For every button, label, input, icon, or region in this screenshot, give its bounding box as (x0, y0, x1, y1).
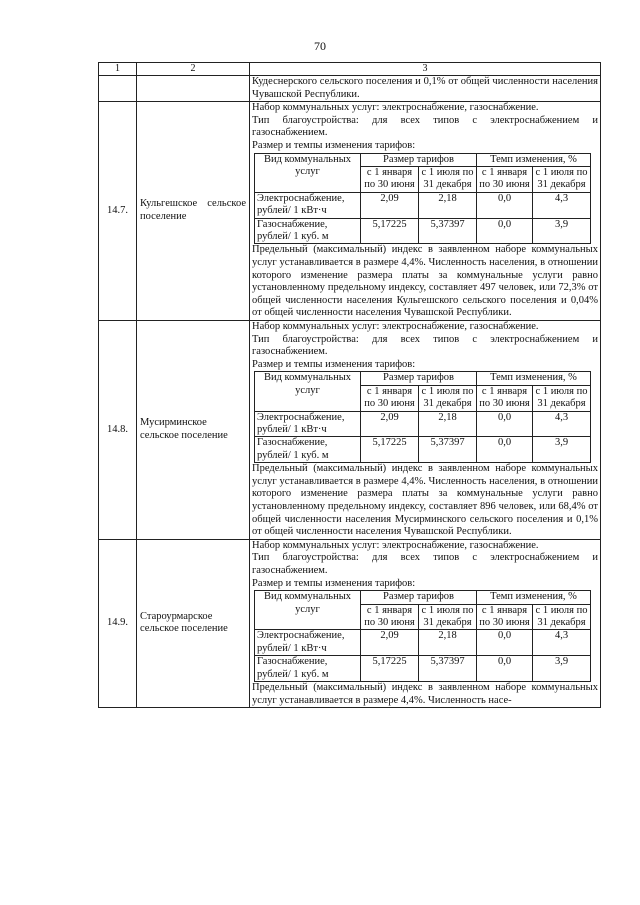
improvement-type: Тип благоустройства: для всех типов с электроснабжением и газоснабжением. (252, 114, 598, 139)
th-period: с 1 января по 30 июня (361, 166, 419, 192)
th-period: с 1 января по 30 июня (477, 166, 533, 192)
section-row (99, 320, 601, 539)
tariff-table (254, 590, 591, 682)
tariff-row (255, 218, 591, 244)
service-name: Электроснабжение, рублей/ 1 кВт·ч (255, 411, 361, 437)
improvement-type: Тип благоустройства: для всех типов с электроснабжением и газоснабжением. (252, 333, 598, 358)
section-content (250, 320, 601, 539)
service-name: Газоснабжение, рублей/ 1 куб. м (255, 218, 361, 244)
rate-value: 4,3 (533, 192, 591, 218)
header-col-1: 1 (99, 63, 137, 76)
section-number: 14.8. (99, 320, 137, 539)
settlement-name: Мусирминское сельское поселение (137, 320, 250, 539)
page-number: 70 (314, 39, 326, 53)
rate-value: 0,0 (477, 630, 533, 656)
tariff-value: 5,17225 (361, 218, 419, 244)
tariff-table (254, 371, 591, 463)
th-tariff-size: Размер тарифов (361, 372, 477, 385)
limit-index-text: Предельный (максимальный) индекс в заявленном наборе коммунальных услуг устанавливается в размере 4,4%. Численность населения, в отношении которого изменение размера платы за коммунальные услуги равно установленному предельному индексу, составляет 896 человек, или 68,4% от общей численности населения Мусирминского сельского поселения и 0,1% от общей численности населения Чувашской Республики. (252, 463, 598, 538)
rate-value: 3,9 (533, 656, 591, 682)
section-content (250, 102, 601, 321)
th-period: с 1 июля по 31 декабря (533, 166, 591, 192)
th-service: Вид коммунальных услуг (255, 591, 361, 630)
limit-index-text: Предельный (максимальный) индекс в заявленном наборе коммунальных услуг устанавливается в размере 4,4%. Численность населения, в отношении которого изменение размера платы за коммунальные услуги равно установленному предельному индексу, составляет 497 человек, или 72,3% от общей численности населения Кульгешского сельского поселения и 0,04% от общей численности населения Чувашской Республики. (252, 244, 598, 319)
improvement-type: Тип благоустройства: для всех типов с электроснабжением и газоснабжением. (252, 552, 598, 576)
tariff-value: 5,37397 (419, 218, 477, 244)
tariff-value: 2,18 (419, 630, 477, 656)
tariff-value: 2,18 (419, 192, 477, 218)
rates-label: Размер и темпы изменения тарифов: (252, 139, 416, 151)
header-col-3: 3 (250, 63, 601, 76)
section-number: 14.7. (99, 102, 137, 321)
service-name: Электроснабжение, рублей/ 1 кВт·ч (255, 630, 361, 656)
tariff-value: 2,09 (361, 630, 419, 656)
limit-index-text: Предельный (максимальный) индекс в заявленном наборе коммунальных услуг устанавливается в размере 4,4%. Численность насе- (252, 681, 598, 706)
continuation-row (99, 76, 601, 102)
service-name: Газоснабжение, рублей/ 1 куб. м (255, 656, 361, 682)
header-row (99, 63, 601, 76)
settlement-name: Кульгешское сельское поселение (137, 102, 250, 321)
rates-label: Размер и темпы изменения тарифов: (252, 577, 416, 589)
th-period: с 1 июля по 31 декабря (419, 385, 477, 411)
tariff-value: 2,09 (361, 192, 419, 218)
tariff-table (254, 153, 591, 245)
th-period: с 1 июля по 31 декабря (533, 604, 591, 630)
tariff-value: 2,18 (419, 411, 477, 437)
th-tariff-size: Размер тарифов (361, 591, 477, 604)
service-name: Электроснабжение, рублей/ 1 кВт·ч (255, 192, 361, 218)
rate-value: 4,3 (533, 411, 591, 437)
services-set: Набор коммунальных услуг: электроснабжение, газоснабжение. (252, 539, 539, 551)
tariff-value: 5,17225 (361, 437, 419, 463)
tariff-row (255, 437, 591, 463)
th-period: с 1 июля по 31 декабря (419, 604, 477, 630)
th-change-rate: Темп изменения, % (477, 372, 591, 385)
rate-value: 0,0 (477, 218, 533, 244)
th-period: с 1 января по 30 июня (361, 604, 419, 630)
service-name: Газоснабжение, рублей/ 1 куб. м (255, 437, 361, 463)
services-set: Набор коммунальных услуг: электроснабжение, газоснабжение. (252, 320, 539, 332)
th-period: с 1 июля по 31 декабря (419, 166, 477, 192)
rate-value: 3,9 (533, 437, 591, 463)
rate-value: 0,0 (477, 192, 533, 218)
header-col-2: 2 (137, 63, 250, 76)
th-period: с 1 января по 30 июня (477, 385, 533, 411)
section-row (99, 102, 601, 321)
tariff-row (255, 192, 591, 218)
rate-value: 0,0 (477, 411, 533, 437)
rate-value: 0,0 (477, 656, 533, 682)
rate-value: 3,9 (533, 218, 591, 244)
continuation-text: Кудеснерского сельского поселения и 0,1% от общей численности населения Чувашской Республики. (252, 76, 598, 100)
th-change-rate: Темп изменения, % (477, 591, 591, 604)
section-number: 14.9. (99, 539, 137, 707)
th-change-rate: Темп изменения, % (477, 153, 591, 166)
tariff-value: 5,17225 (361, 656, 419, 682)
th-service: Вид коммунальных услуг (255, 372, 361, 411)
th-tariff-size: Размер тарифов (361, 153, 477, 166)
services-set: Набор коммунальных услуг: электроснабжение, газоснабжение. (252, 102, 539, 114)
th-service: Вид коммунальных услуг (255, 153, 361, 192)
tariff-row (255, 630, 591, 656)
tariff-value: 5,37397 (419, 437, 477, 463)
tariff-row (255, 656, 591, 682)
settlement-name: Староурмарское сельское поселение (137, 539, 250, 707)
section-row (99, 539, 601, 707)
th-period: с 1 июля по 31 декабря (533, 385, 591, 411)
main-table (98, 62, 601, 708)
th-period: с 1 января по 30 июня (477, 604, 533, 630)
tariff-row (255, 411, 591, 437)
rate-value: 0,0 (477, 437, 533, 463)
tariff-value: 2,09 (361, 411, 419, 437)
tariff-value: 5,37397 (419, 656, 477, 682)
rates-label: Размер и темпы изменения тарифов: (252, 358, 416, 370)
rate-value: 4,3 (533, 630, 591, 656)
section-content (250, 539, 601, 707)
th-period: с 1 января по 30 июня (361, 385, 419, 411)
